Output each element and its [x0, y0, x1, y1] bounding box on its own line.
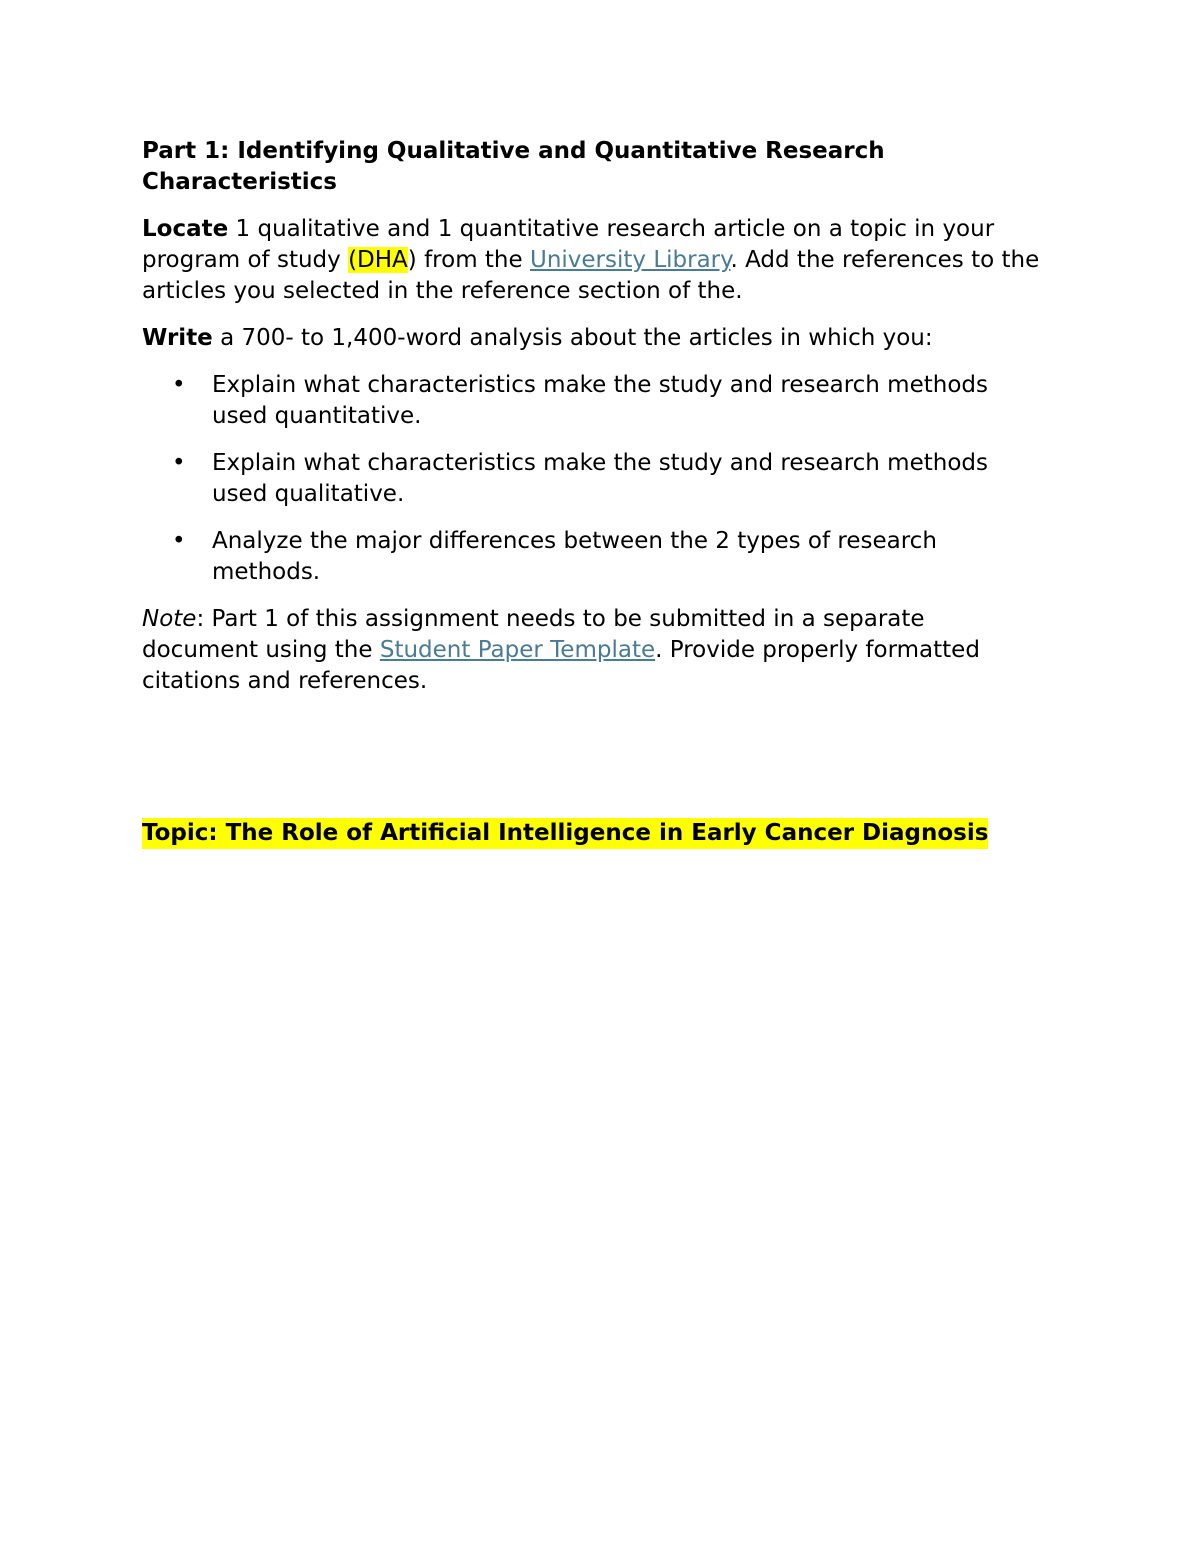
write-lead: Write: [142, 325, 213, 351]
list-item-text: Analyze the major differences between the 2 types of research methods.: [212, 528, 937, 585]
list-item: [142, 370, 1042, 432]
bullet-icon: •: [172, 450, 186, 476]
topic-highlight: Topic: The Role of Artificial Intelligence in Early Cancer Diagnosis: [142, 818, 988, 849]
requirements-list: [142, 370, 1042, 588]
write-text: a 700- to 1,400-word analysis about the articles in which you:: [212, 325, 933, 351]
document-body: [142, 136, 1042, 713]
section-heading: Part 1: Identifying Qualitative and Quantitative Research Characteristics: [142, 138, 885, 195]
bullet-icon: •: [172, 372, 186, 398]
locate-text-3: . Add the references to the articles you selected in the reference section of the.: [142, 247, 1040, 304]
note-paragraph: [142, 604, 1042, 697]
note-text-1: : Part 1 of this assignment needs to be submitted in a separate document using the: [142, 606, 925, 663]
locate-lead: Locate: [142, 216, 229, 242]
student-paper-template-link[interactable]: Student Paper Template: [379, 637, 656, 663]
dha-highlight: (DHA: [348, 247, 408, 273]
list-item-text: Explain what characteristics make the study and research methods used quantitative.: [212, 372, 988, 429]
locate-text-2: ) from the: [407, 247, 530, 273]
bullet-icon: •: [172, 528, 186, 554]
locate-paragraph: [142, 214, 1042, 307]
locate-text-1: 1 qualitative and 1 quantitative research article on a topic in your program of study: [142, 216, 995, 273]
university-library-link[interactable]: University Library: [529, 247, 731, 273]
note-text-2: . Provide properly formatted citations and references.: [142, 637, 980, 694]
write-paragraph: [142, 323, 1042, 354]
list-item: [142, 448, 1042, 510]
list-item-text: Explain what characteristics make the study and research methods used qualitative.: [212, 450, 988, 507]
note-lead: Note: [142, 606, 197, 632]
list-item: [142, 526, 1042, 588]
